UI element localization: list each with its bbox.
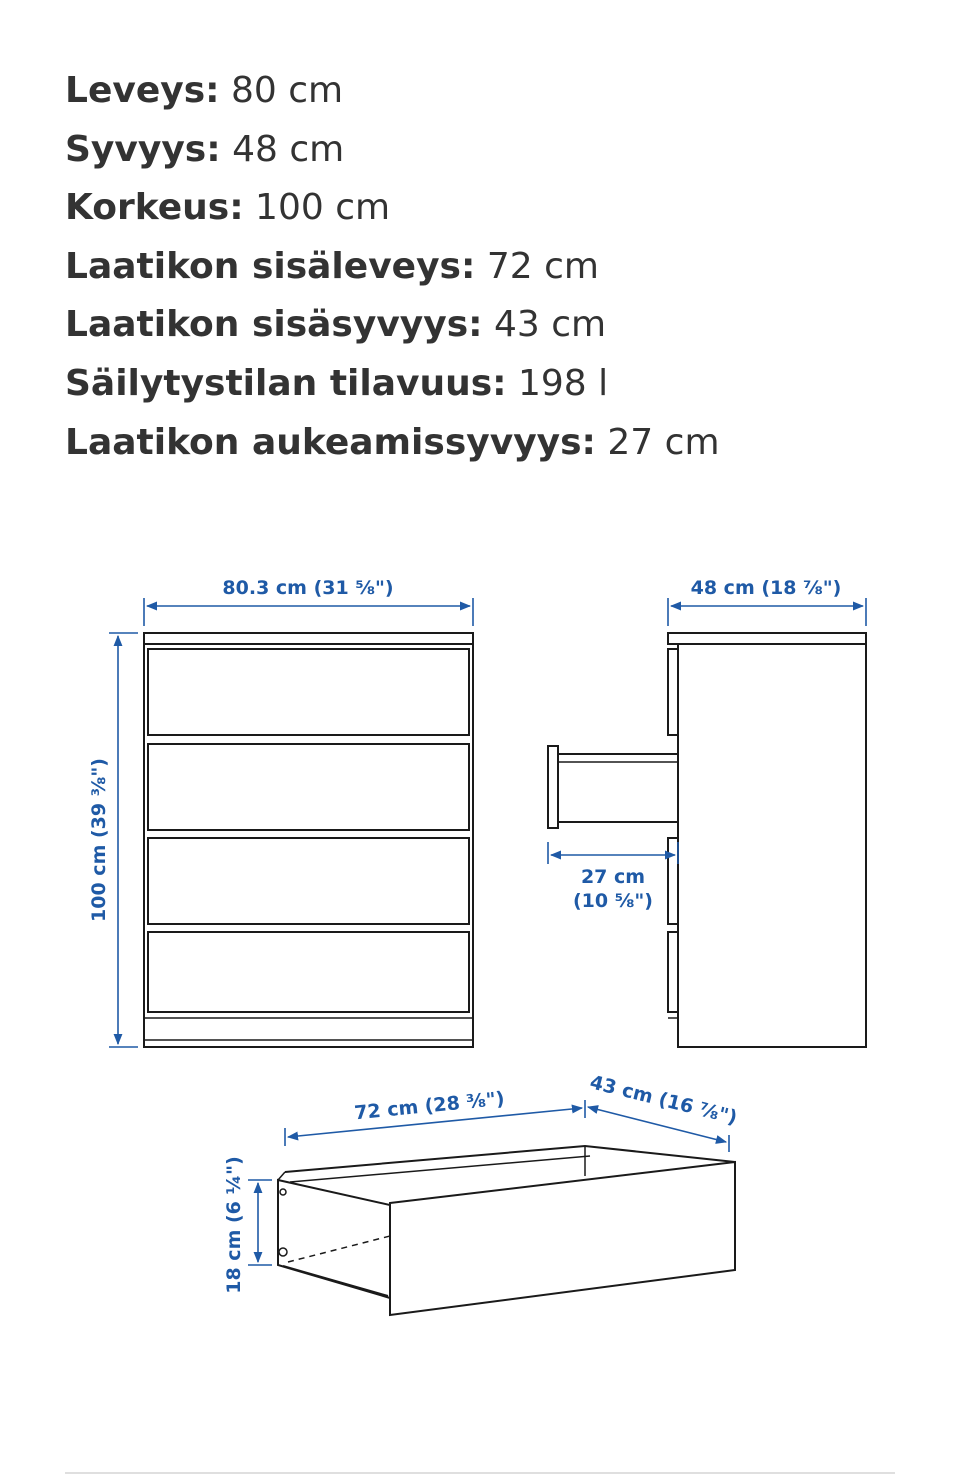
opening-label-in: (10 ⅝"): [573, 890, 653, 912]
front-drawer-4: [148, 932, 469, 1012]
front-view: [88, 577, 473, 1047]
spec-label: Syvyys:: [65, 128, 221, 170]
section-divider: [65, 1472, 895, 1474]
side-drawer-front-4: [668, 932, 678, 1012]
spec-value: 48 cm: [220, 128, 345, 170]
drawer-inner-edge: [290, 1156, 590, 1182]
spec-label: Laatikon sisäsyvyys:: [65, 304, 483, 346]
side-open-drawer-box: [558, 754, 678, 822]
spec-label: Säilytystilan tilavuus:: [65, 362, 507, 404]
front-body: [144, 644, 473, 1047]
front-drawer-2: [148, 744, 469, 830]
spec-label: Laatikon sisäleveys:: [65, 245, 476, 287]
spec-value: 80 cm: [219, 70, 344, 111]
spec-label: Leveys:: [65, 70, 220, 111]
drawer-wheel: [279, 1248, 287, 1256]
drawer-width-label: 72 cm (28 ⅜"): [353, 1087, 506, 1125]
front-height-label: 100 cm (39 ⅜"): [88, 758, 110, 922]
spec-label: Korkeus:: [65, 187, 244, 229]
spec-value: 72 cm: [475, 245, 599, 287]
side-top-panel: [668, 633, 866, 644]
front-top-panel: [144, 633, 473, 644]
spec-value: 100 cm: [243, 187, 391, 229]
drawer-back-edge: [285, 1146, 735, 1172]
spec-label: Laatikon aukeamissyvyys:: [65, 421, 596, 463]
side-drawer-front-1: [668, 649, 678, 735]
spec-value: 43 cm: [482, 304, 607, 346]
side-drawer-front-3: [668, 838, 678, 924]
side-depth-label: 48 cm (18 ⅞"): [690, 577, 842, 599]
side-view: [548, 577, 866, 1047]
front-width-label: 80.3 cm (31 ⅝"): [222, 577, 394, 599]
side-open-drawer-front: [548, 746, 558, 828]
drawer-back-corner: [278, 1172, 285, 1180]
drawer-height-label: 18 cm (6 ¼"): [223, 1156, 245, 1294]
drawer-depth-label: 43 cm (16 ⅞"): [587, 1071, 740, 1130]
front-drawer-3: [148, 838, 469, 924]
spec-value: 198 l: [506, 362, 609, 404]
spec-value: 27 cm: [595, 421, 720, 463]
drawer-runner: [283, 1266, 388, 1296]
opening-label-cm: 27 cm: [580, 866, 646, 888]
front-drawer-1: [148, 649, 469, 735]
drawer-bottom-hidden-line: [288, 1236, 390, 1262]
side-body: [678, 644, 866, 1047]
drawer-view: [223, 1071, 739, 1315]
drawer-screw-top: [280, 1189, 286, 1195]
drawer-front-panel: [390, 1162, 735, 1315]
